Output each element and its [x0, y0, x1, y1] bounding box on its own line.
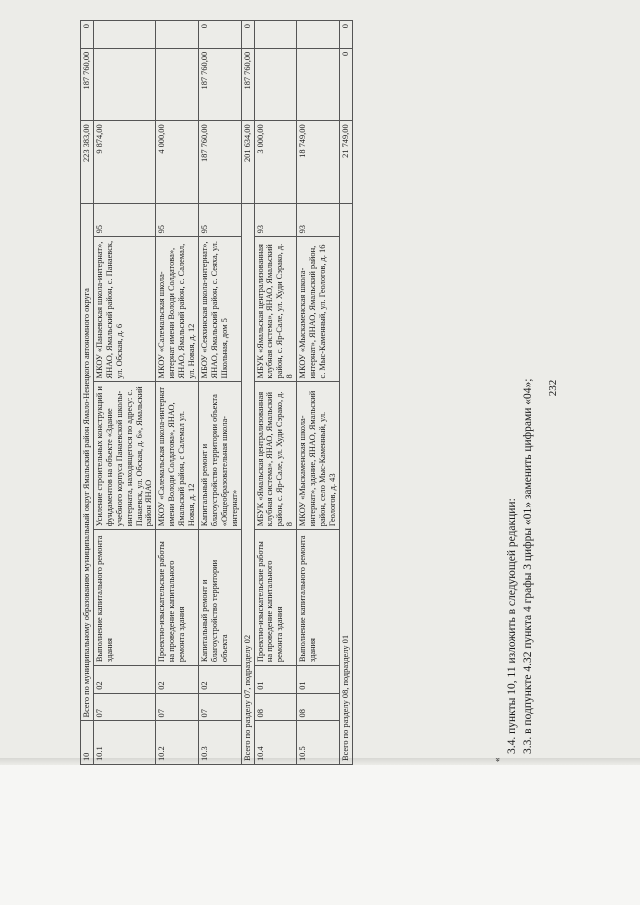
subsection-code: 01 [297, 666, 340, 694]
intro-paragraph-2: 3.4. пункты 10, 11 изложить в следующей редакции: [506, 498, 518, 754]
object-name: Усиление строительных конструкций и фундаментов на объекте «Здание учебного корпуса Панаевской школы-интерната, находящегося по адресу: с. Панаевск, ул. Обская, д. 6», Ямальский район ЯНАО [93, 382, 155, 530]
work-description: Капитальный ремонт и благоустройство территории объекта [198, 530, 241, 666]
table-row-total [339, 21, 352, 765]
table-row [198, 21, 241, 765]
value-cell: 0 [339, 48, 352, 121]
row-number: 10.2 [156, 721, 199, 765]
code-cell: 95 [93, 204, 155, 237]
code-cell: 93 [297, 204, 340, 237]
work-description: Проектно-изыскательские работы на проведение капитального ремонта здания [156, 530, 199, 666]
value-cell [156, 48, 199, 121]
row-number: 10 [81, 721, 94, 765]
row-number: 10.3 [198, 721, 241, 765]
work-description: Проектно-изыскательские работы на проведение капитального ремонта здания [254, 530, 297, 666]
executor: МКОУ «Панаевская школа-интернат», ЯНАО, Ямальский район, с. Панаевск, ул. Обская, д. 6 [93, 237, 155, 382]
table-row [254, 21, 297, 765]
table-row [93, 21, 155, 765]
value-cell: 0 [198, 21, 241, 49]
code-cell: 93 [254, 204, 297, 237]
value-cell: 0 [81, 21, 94, 49]
value-cell: 4 000,00 [156, 121, 199, 204]
value-cell [254, 48, 297, 121]
rotated-content [72, 8, 627, 768]
executor: МКОУ «Салемальская школа-интернат имени Володи Солдатова», ЯНАО, Ямальский район, с. Салемал, ул. Новая, д. 12 [156, 237, 199, 382]
row-text: Всего по муниципальному образованию муниципальный округ Ямальский район Ямало-Ненецкого автономного округа [81, 204, 94, 721]
object-name: МКОУ «Мыскаменская школа-интернат», здание, ЯНАО, Ямальский район, село Мыс-Каменный, ул. Геологов, д. 43 [297, 382, 340, 530]
value-cell: 0 [241, 21, 254, 49]
object-name: МБУК «Ямальская централизованная клубная система», ЯНАО, Ямальский район, с. Яр-Сале, ул. Худи Сэрако, д. 8 [254, 382, 297, 530]
row-number: 10.1 [93, 721, 155, 765]
section-code: 08 [254, 693, 297, 721]
executor: МКОУ «Мыскаменская школа-интернат», ЯНАО, Ямальский район, с. Мыс-Каменный, ул. Геологов, д. 16 [297, 237, 340, 382]
section-code: 07 [93, 693, 155, 721]
subsection-code: 02 [198, 666, 241, 694]
object-name: Капитальный ремонт и благоустройство территории объекта «Общеобразовательная школа-интернат» [198, 382, 241, 530]
value-cell: 18 749,00 [297, 121, 340, 204]
section-code: 08 [297, 693, 340, 721]
table-row [81, 21, 94, 765]
value-cell: 9 874,00 [93, 121, 155, 204]
subsection-code: 02 [93, 666, 155, 694]
table-row-total [241, 21, 254, 765]
table-row [297, 21, 340, 765]
value-cell [156, 21, 199, 49]
value-cell: 187 760,00 [241, 48, 254, 121]
work-description: Выполнение капитального ремонта здания [93, 530, 155, 666]
value-cell [254, 21, 297, 49]
value-cell [93, 48, 155, 121]
total-label: Всего по разделу 08, подразделу 01 [339, 204, 352, 765]
table-row [156, 21, 199, 765]
quote-mark: « [492, 757, 502, 762]
row-number: 10.4 [254, 721, 297, 765]
section-code: 07 [198, 693, 241, 721]
code-cell: 95 [156, 204, 199, 237]
section-code: 07 [156, 693, 199, 721]
budget-table [80, 20, 353, 765]
page-margin [0, 765, 640, 905]
value-cell [297, 48, 340, 121]
work-description: Выполнение капитального ремонта здания [297, 530, 340, 666]
subsection-code: 01 [254, 666, 297, 694]
total-label: Всего по разделу 07, подразделу 02 [241, 204, 254, 765]
value-cell: 187 760,00 [198, 121, 241, 204]
page-number: 232 [547, 379, 559, 397]
executor: МБОУ «Сеяхинская школа-интернат», ЯНАО, Ямальский район, с. Сеяха, ул. Школьная, дом 5 [198, 237, 241, 382]
value-cell [297, 21, 340, 49]
value-cell: 0 [339, 21, 352, 49]
value-cell [93, 21, 155, 49]
subsection-code: 02 [156, 666, 199, 694]
value-cell: 201 634,00 [241, 121, 254, 204]
intro-paragraph-1: 3.3. в подпункте 4.32 пункта 4 графы 3 цифры «01» заменить цифрами «04»; [522, 378, 534, 754]
row-number: 10.5 [297, 721, 340, 765]
value-cell: 223 383,00 [81, 121, 94, 204]
value-cell: 187 760,00 [198, 48, 241, 121]
code-cell: 95 [198, 204, 241, 237]
value-cell: 187 760,00 [81, 48, 94, 121]
object-name: МКОУ «Салемальская школа-интернат имени Володи Солдатова», ЯНАО, Ямальский район, с Салемал ул. Новая, д. 12 [156, 382, 199, 530]
executor: МБУК «Ямальская централизованная клубная система», ЯНАО, Ямальский район, с. Яр-Сале, ул. Худи Сэрако, д. 8 [254, 237, 297, 382]
value-cell: 21 749,00 [339, 121, 352, 204]
value-cell: 3 000,00 [254, 121, 297, 204]
